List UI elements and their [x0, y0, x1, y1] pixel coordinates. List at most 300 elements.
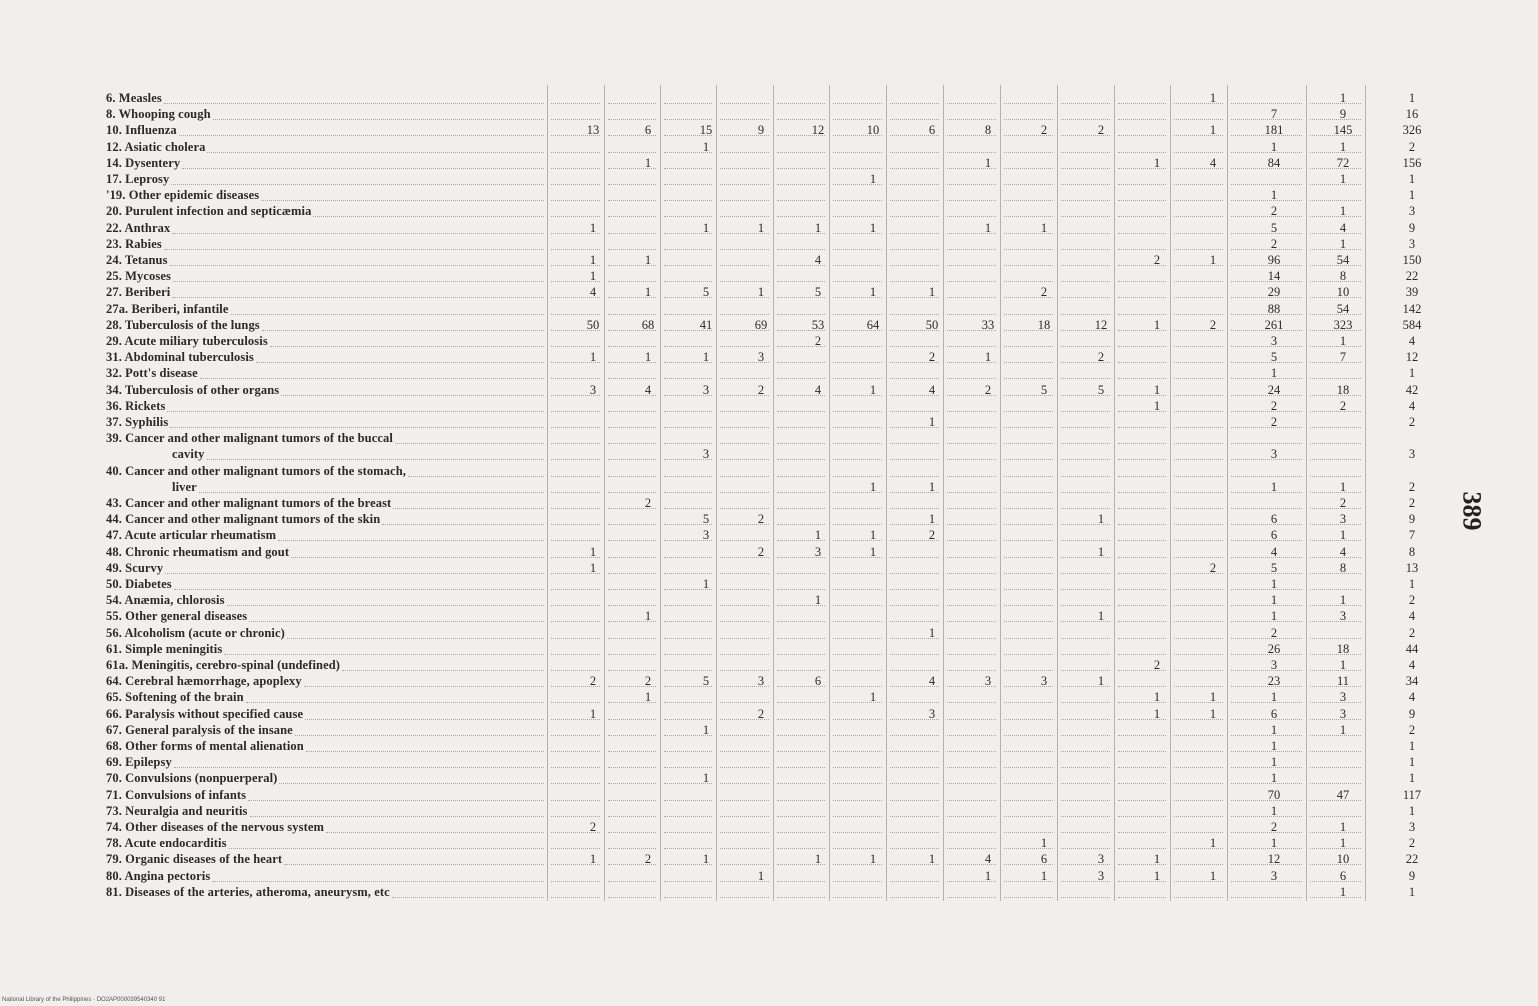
table-cell: 2	[1339, 398, 1347, 413]
cell-dots	[1174, 605, 1223, 606]
cell-dots	[1061, 103, 1110, 104]
table-row	[0, 204, 1538, 220]
cell-dots	[1004, 816, 1053, 817]
cell-dots	[1118, 476, 1166, 477]
table-row	[0, 820, 1538, 836]
leader-dots	[305, 719, 544, 720]
cell-dots	[1174, 476, 1223, 477]
row-label: 54. Anæmia, chlorosis	[106, 593, 225, 608]
table-cell: 1	[1040, 868, 1048, 883]
row-label: liver	[172, 479, 197, 494]
table-cell: 23	[1267, 674, 1281, 689]
row-label: 67. General paralysis of the insane	[106, 722, 293, 737]
table-row	[0, 869, 1538, 885]
table-cell: 1	[1270, 139, 1278, 154]
cell-dots	[608, 524, 656, 525]
cell-dots	[551, 216, 600, 217]
cell-dots	[890, 767, 939, 768]
table-cell: 2	[1408, 593, 1416, 608]
table-row	[0, 221, 1538, 237]
table-cell: 3	[814, 544, 822, 559]
table-cell: 6	[644, 123, 652, 138]
cell-dots	[551, 249, 600, 250]
table-cell: 6	[1270, 512, 1278, 527]
table-cell: 1	[644, 690, 652, 705]
cell-dots	[833, 346, 882, 347]
table-cell: 1	[928, 415, 936, 429]
table-cell: 1	[1339, 884, 1347, 899]
cell-dots	[1174, 508, 1223, 509]
cell-dots	[551, 540, 600, 541]
table-cell: 4	[1408, 658, 1416, 672]
cell-dots	[1004, 476, 1053, 477]
cell-dots	[608, 216, 656, 217]
cell-dots	[1174, 686, 1223, 687]
cell-dots	[1174, 184, 1223, 185]
cell-dots	[1118, 816, 1166, 817]
cell-dots	[1118, 621, 1166, 622]
cell-dots	[947, 670, 996, 671]
column-rule	[547, 85, 548, 901]
cell-dots	[551, 638, 600, 639]
table-cell: 3	[757, 674, 765, 689]
cell-dots	[833, 654, 882, 655]
table-row	[0, 852, 1538, 868]
cell-dots	[1004, 800, 1053, 801]
table-cell: 96	[1267, 253, 1281, 267]
table-cell: 3	[1097, 868, 1105, 883]
leader-dots	[179, 135, 544, 136]
cell-dots	[1231, 103, 1302, 104]
cell-dots	[664, 427, 712, 428]
cell-dots	[833, 638, 882, 639]
cell-dots	[608, 589, 656, 590]
cell-dots	[1310, 589, 1361, 590]
table-cell: 1	[928, 512, 936, 527]
cell-dots	[1061, 297, 1110, 298]
cell-dots	[890, 589, 939, 590]
table-row	[0, 690, 1538, 706]
cell-dots	[947, 524, 996, 525]
cell-dots	[890, 152, 939, 153]
column-rule	[1227, 85, 1228, 901]
cell-dots	[551, 524, 600, 525]
cell-dots	[608, 832, 656, 833]
table-cell: 69	[754, 317, 768, 332]
cell-dots	[890, 605, 939, 606]
table-cell: 1	[1408, 172, 1416, 186]
table-cell: 15	[699, 123, 713, 138]
cell-dots	[664, 605, 712, 606]
cell-dots	[777, 314, 825, 315]
table-cell: 1	[1339, 593, 1347, 608]
table-cell: 26	[1267, 641, 1281, 656]
cell-dots	[1061, 249, 1110, 250]
cell-dots	[890, 233, 939, 234]
leader-dots	[227, 605, 544, 606]
cell-dots	[890, 184, 939, 185]
table-cell: 4	[1408, 609, 1416, 624]
cell-dots	[833, 816, 882, 817]
cell-dots	[890, 670, 939, 671]
table-cell: 1	[1339, 479, 1347, 494]
cell-dots	[1118, 800, 1166, 801]
row-label: 68. Other forms of mental alienation	[106, 739, 304, 753]
cell-dots	[890, 735, 939, 736]
table-cell: 1	[928, 285, 936, 300]
cell-dots	[1174, 557, 1223, 558]
cell-dots	[833, 573, 882, 574]
column-rule	[1170, 85, 1171, 901]
cell-dots	[720, 605, 769, 606]
table-cell: 3	[1270, 334, 1278, 348]
table-cell: 1	[589, 706, 597, 721]
row-label: 79. Organic diseases of the heart	[106, 852, 283, 867]
table-cell: 1	[1408, 755, 1416, 770]
table-cell: 3	[928, 706, 936, 721]
row-label: 55. Other general diseases	[106, 609, 248, 624]
cell-dots	[608, 233, 656, 234]
cell-dots	[777, 816, 825, 817]
cell-dots	[833, 767, 882, 768]
table-cell: 1	[814, 528, 822, 543]
cell-dots	[1118, 152, 1166, 153]
cell-dots	[608, 735, 656, 736]
leader-dots	[172, 233, 544, 234]
cell-dots	[777, 881, 825, 882]
cell-dots	[777, 492, 825, 493]
cell-dots	[1174, 443, 1223, 444]
cell-dots	[720, 346, 769, 347]
cell-dots	[890, 346, 939, 347]
row-label: 71. Convulsions of infants	[106, 787, 247, 802]
leader-dots	[306, 751, 544, 752]
table-cell: 9	[1408, 512, 1416, 527]
table-cell: 1	[1209, 836, 1217, 851]
row-label: 29. Acute miliary tuberculosis	[106, 334, 268, 348]
leader-dots	[256, 362, 544, 363]
table-cell: 10	[866, 123, 880, 138]
cell-dots	[777, 719, 825, 720]
table-cell: 3	[1339, 706, 1347, 721]
cell-dots	[720, 621, 769, 622]
cell-dots	[1118, 119, 1166, 120]
table-cell: 2	[1097, 123, 1105, 138]
cell-dots	[551, 783, 600, 784]
cell-dots	[1004, 508, 1053, 509]
table-cell: 2	[1270, 204, 1278, 219]
cell-dots	[1004, 557, 1053, 558]
table-cell: 584	[1402, 317, 1422, 332]
cell-dots	[1118, 427, 1166, 428]
table-cell: 14	[1267, 269, 1281, 284]
cell-dots	[890, 168, 939, 169]
cell-dots	[890, 783, 939, 784]
cell-dots	[947, 476, 996, 477]
table-cell: 5	[1097, 382, 1105, 397]
cell-dots	[1061, 719, 1110, 720]
cell-dots	[890, 573, 939, 574]
table-cell: 5	[1270, 350, 1278, 365]
leader-dots	[212, 881, 544, 882]
row-label: 40. Cancer and other malignant tumors of the stomach,	[106, 463, 406, 478]
cell-dots	[720, 638, 769, 639]
cell-dots	[1310, 783, 1361, 784]
cell-dots	[890, 508, 939, 509]
cell-dots	[1004, 702, 1053, 703]
table-cell: 6	[1270, 706, 1278, 721]
cell-dots	[551, 670, 600, 671]
cell-dots	[720, 476, 769, 477]
leader-dots	[295, 735, 544, 736]
cell-dots	[1004, 346, 1053, 347]
cell-dots	[777, 524, 825, 525]
cell-dots	[664, 670, 712, 671]
table-cell: 5	[702, 674, 710, 689]
cell-dots	[1231, 508, 1302, 509]
column-rule	[716, 85, 717, 901]
table-cell: 1	[1209, 868, 1217, 883]
cell-dots	[1061, 638, 1110, 639]
cell-dots	[777, 281, 825, 282]
cell-dots	[664, 638, 712, 639]
cell-dots	[777, 621, 825, 622]
cell-dots	[551, 200, 600, 201]
cell-dots	[608, 443, 656, 444]
cell-dots	[551, 427, 600, 428]
table-row	[0, 91, 1538, 107]
table-cell: 18	[1336, 382, 1350, 397]
leader-dots	[270, 346, 544, 347]
cell-dots	[947, 816, 996, 817]
table-cell: 39	[1405, 285, 1419, 300]
cell-dots	[664, 314, 712, 315]
cell-dots	[777, 427, 825, 428]
cell-dots	[664, 897, 712, 898]
cell-dots	[1118, 605, 1166, 606]
cell-dots	[720, 249, 769, 250]
table-cell: 12	[1405, 350, 1419, 365]
table-cell: 1	[1408, 366, 1416, 381]
table-cell: 1	[984, 868, 992, 883]
table-cell: 1	[1408, 188, 1416, 203]
cell-dots	[664, 216, 712, 217]
table-cell: 1	[702, 852, 710, 867]
table-cell: 1	[869, 172, 877, 186]
cell-dots	[608, 378, 656, 379]
table-cell: 1	[928, 625, 936, 640]
cell-dots	[1061, 216, 1110, 217]
cell-dots	[551, 411, 600, 412]
table-cell: 2	[1408, 139, 1416, 154]
cell-dots	[1004, 638, 1053, 639]
table-cell: 88	[1267, 301, 1281, 316]
cell-dots	[1004, 184, 1053, 185]
cell-dots	[1004, 362, 1053, 363]
cell-dots	[1118, 314, 1166, 315]
table-row	[0, 496, 1538, 512]
cell-dots	[720, 654, 769, 655]
cell-dots	[664, 719, 712, 720]
table-cell: 1	[869, 479, 877, 494]
cell-dots	[1061, 897, 1110, 898]
cell-dots	[1118, 297, 1166, 298]
cell-dots	[1118, 135, 1166, 136]
table-cell: 1	[1270, 609, 1278, 624]
cell-dots	[890, 443, 939, 444]
leader-dots	[199, 492, 544, 493]
cell-dots	[664, 508, 712, 509]
cell-dots	[608, 751, 656, 752]
leader-dots	[170, 427, 544, 428]
cell-dots	[777, 589, 825, 590]
cell-dots	[777, 670, 825, 671]
table-cell: 1	[702, 577, 710, 591]
cell-dots	[664, 702, 712, 703]
table-row	[0, 464, 1538, 480]
table-cell: 2	[1040, 123, 1048, 138]
cell-dots	[1174, 459, 1223, 460]
column-rule	[943, 85, 944, 901]
cell-dots	[608, 346, 656, 347]
cell-dots	[1061, 476, 1110, 477]
table-row	[0, 318, 1538, 334]
table-cell: 13	[586, 123, 600, 138]
table-cell: 3	[1040, 674, 1048, 689]
table-cell: 4	[1408, 334, 1416, 348]
table-row	[0, 431, 1538, 447]
table-cell: 1	[814, 593, 822, 608]
table-row	[0, 885, 1538, 901]
cell-dots	[833, 119, 882, 120]
cell-dots	[777, 362, 825, 363]
table-cell: 1	[1408, 771, 1416, 786]
table-cell: 2	[814, 334, 822, 348]
leader-dots	[229, 848, 544, 849]
cell-dots	[947, 249, 996, 250]
table-row	[0, 545, 1538, 561]
table-cell: 1	[1153, 398, 1161, 413]
cell-dots	[1174, 249, 1223, 250]
cell-dots	[1174, 152, 1223, 153]
cell-dots	[1310, 427, 1361, 428]
cell-dots	[551, 589, 600, 590]
row-label: 56. Alcoholism (acute or chronic)	[106, 625, 285, 640]
cell-dots	[777, 783, 825, 784]
table-cell: 3	[984, 674, 992, 689]
cell-dots	[833, 800, 882, 801]
row-label: 31. Abdominal tuberculosis	[106, 350, 254, 365]
table-cell: 117	[1402, 787, 1422, 802]
cell-dots	[608, 152, 656, 153]
cell-dots	[720, 200, 769, 201]
table-cell: 3	[1408, 236, 1416, 251]
cell-dots	[833, 378, 882, 379]
table-cell: 2	[1040, 285, 1048, 300]
table-row	[0, 804, 1538, 820]
leader-dots	[224, 654, 544, 655]
leader-dots	[248, 800, 544, 801]
cell-dots	[1004, 735, 1053, 736]
leader-dots	[382, 524, 544, 525]
table-row	[0, 658, 1538, 674]
table-cell: 5	[814, 285, 822, 300]
row-label: 70. Convulsions (nonpuerperal)	[106, 771, 278, 786]
leader-dots	[304, 686, 544, 687]
cell-dots	[1061, 702, 1110, 703]
leader-dots	[281, 395, 544, 396]
table-cell: 3	[1408, 204, 1416, 219]
cell-dots	[777, 249, 825, 250]
cell-dots	[608, 783, 656, 784]
cell-dots	[1004, 249, 1053, 250]
cell-dots	[777, 200, 825, 201]
cell-dots	[1174, 783, 1223, 784]
table-cell: 1	[702, 350, 710, 365]
table-cell: 1	[1153, 317, 1161, 332]
table-cell: 50	[586, 317, 600, 332]
cell-dots	[1061, 751, 1110, 752]
row-label: 28. Tuberculosis of the lungs	[106, 317, 260, 332]
leader-dots	[393, 508, 544, 509]
table-cell: 2	[1408, 836, 1416, 851]
table-cell: 1	[1339, 91, 1347, 105]
table-cell: 1	[589, 253, 597, 267]
cell-dots	[1061, 670, 1110, 671]
leader-dots	[171, 184, 544, 185]
cell-dots	[1118, 346, 1166, 347]
leader-dots	[167, 411, 544, 412]
leader-dots	[231, 314, 544, 315]
cell-dots	[551, 881, 600, 882]
row-label: 27. Beriberi	[106, 285, 171, 300]
table-cell: 5	[1040, 382, 1048, 397]
cell-dots	[1061, 233, 1110, 234]
cell-dots	[833, 735, 882, 736]
cell-dots	[833, 605, 882, 606]
cell-dots	[1004, 524, 1053, 525]
cell-dots	[890, 216, 939, 217]
table-cell: 1	[869, 852, 877, 867]
cell-dots	[608, 719, 656, 720]
cell-dots	[608, 200, 656, 201]
table-cell: 1	[928, 852, 936, 867]
cell-dots	[551, 314, 600, 315]
table-cell: 1	[644, 155, 652, 170]
cell-dots	[833, 686, 882, 687]
table-cell: 84	[1267, 155, 1281, 170]
table-cell: 53	[811, 317, 825, 332]
row-label: 74. Other diseases of the nervous system	[106, 820, 324, 834]
cell-dots	[1231, 443, 1302, 444]
cell-dots	[890, 848, 939, 849]
cell-dots	[1004, 168, 1053, 169]
column-rule	[773, 85, 774, 901]
leader-dots	[174, 589, 544, 590]
table-cell: 10	[1336, 852, 1350, 867]
cell-dots	[1004, 654, 1053, 655]
table-cell: 1	[589, 269, 597, 284]
column-rule	[829, 85, 830, 901]
row-label: '19. Other epidemic diseases	[106, 188, 260, 203]
cell-dots	[833, 621, 882, 622]
cell-dots	[720, 848, 769, 849]
cell-dots	[664, 119, 712, 120]
cell-dots	[1061, 411, 1110, 412]
table-cell: 1	[1270, 188, 1278, 203]
table-cell: 1	[1270, 803, 1278, 818]
table-cell: 1	[869, 382, 877, 397]
